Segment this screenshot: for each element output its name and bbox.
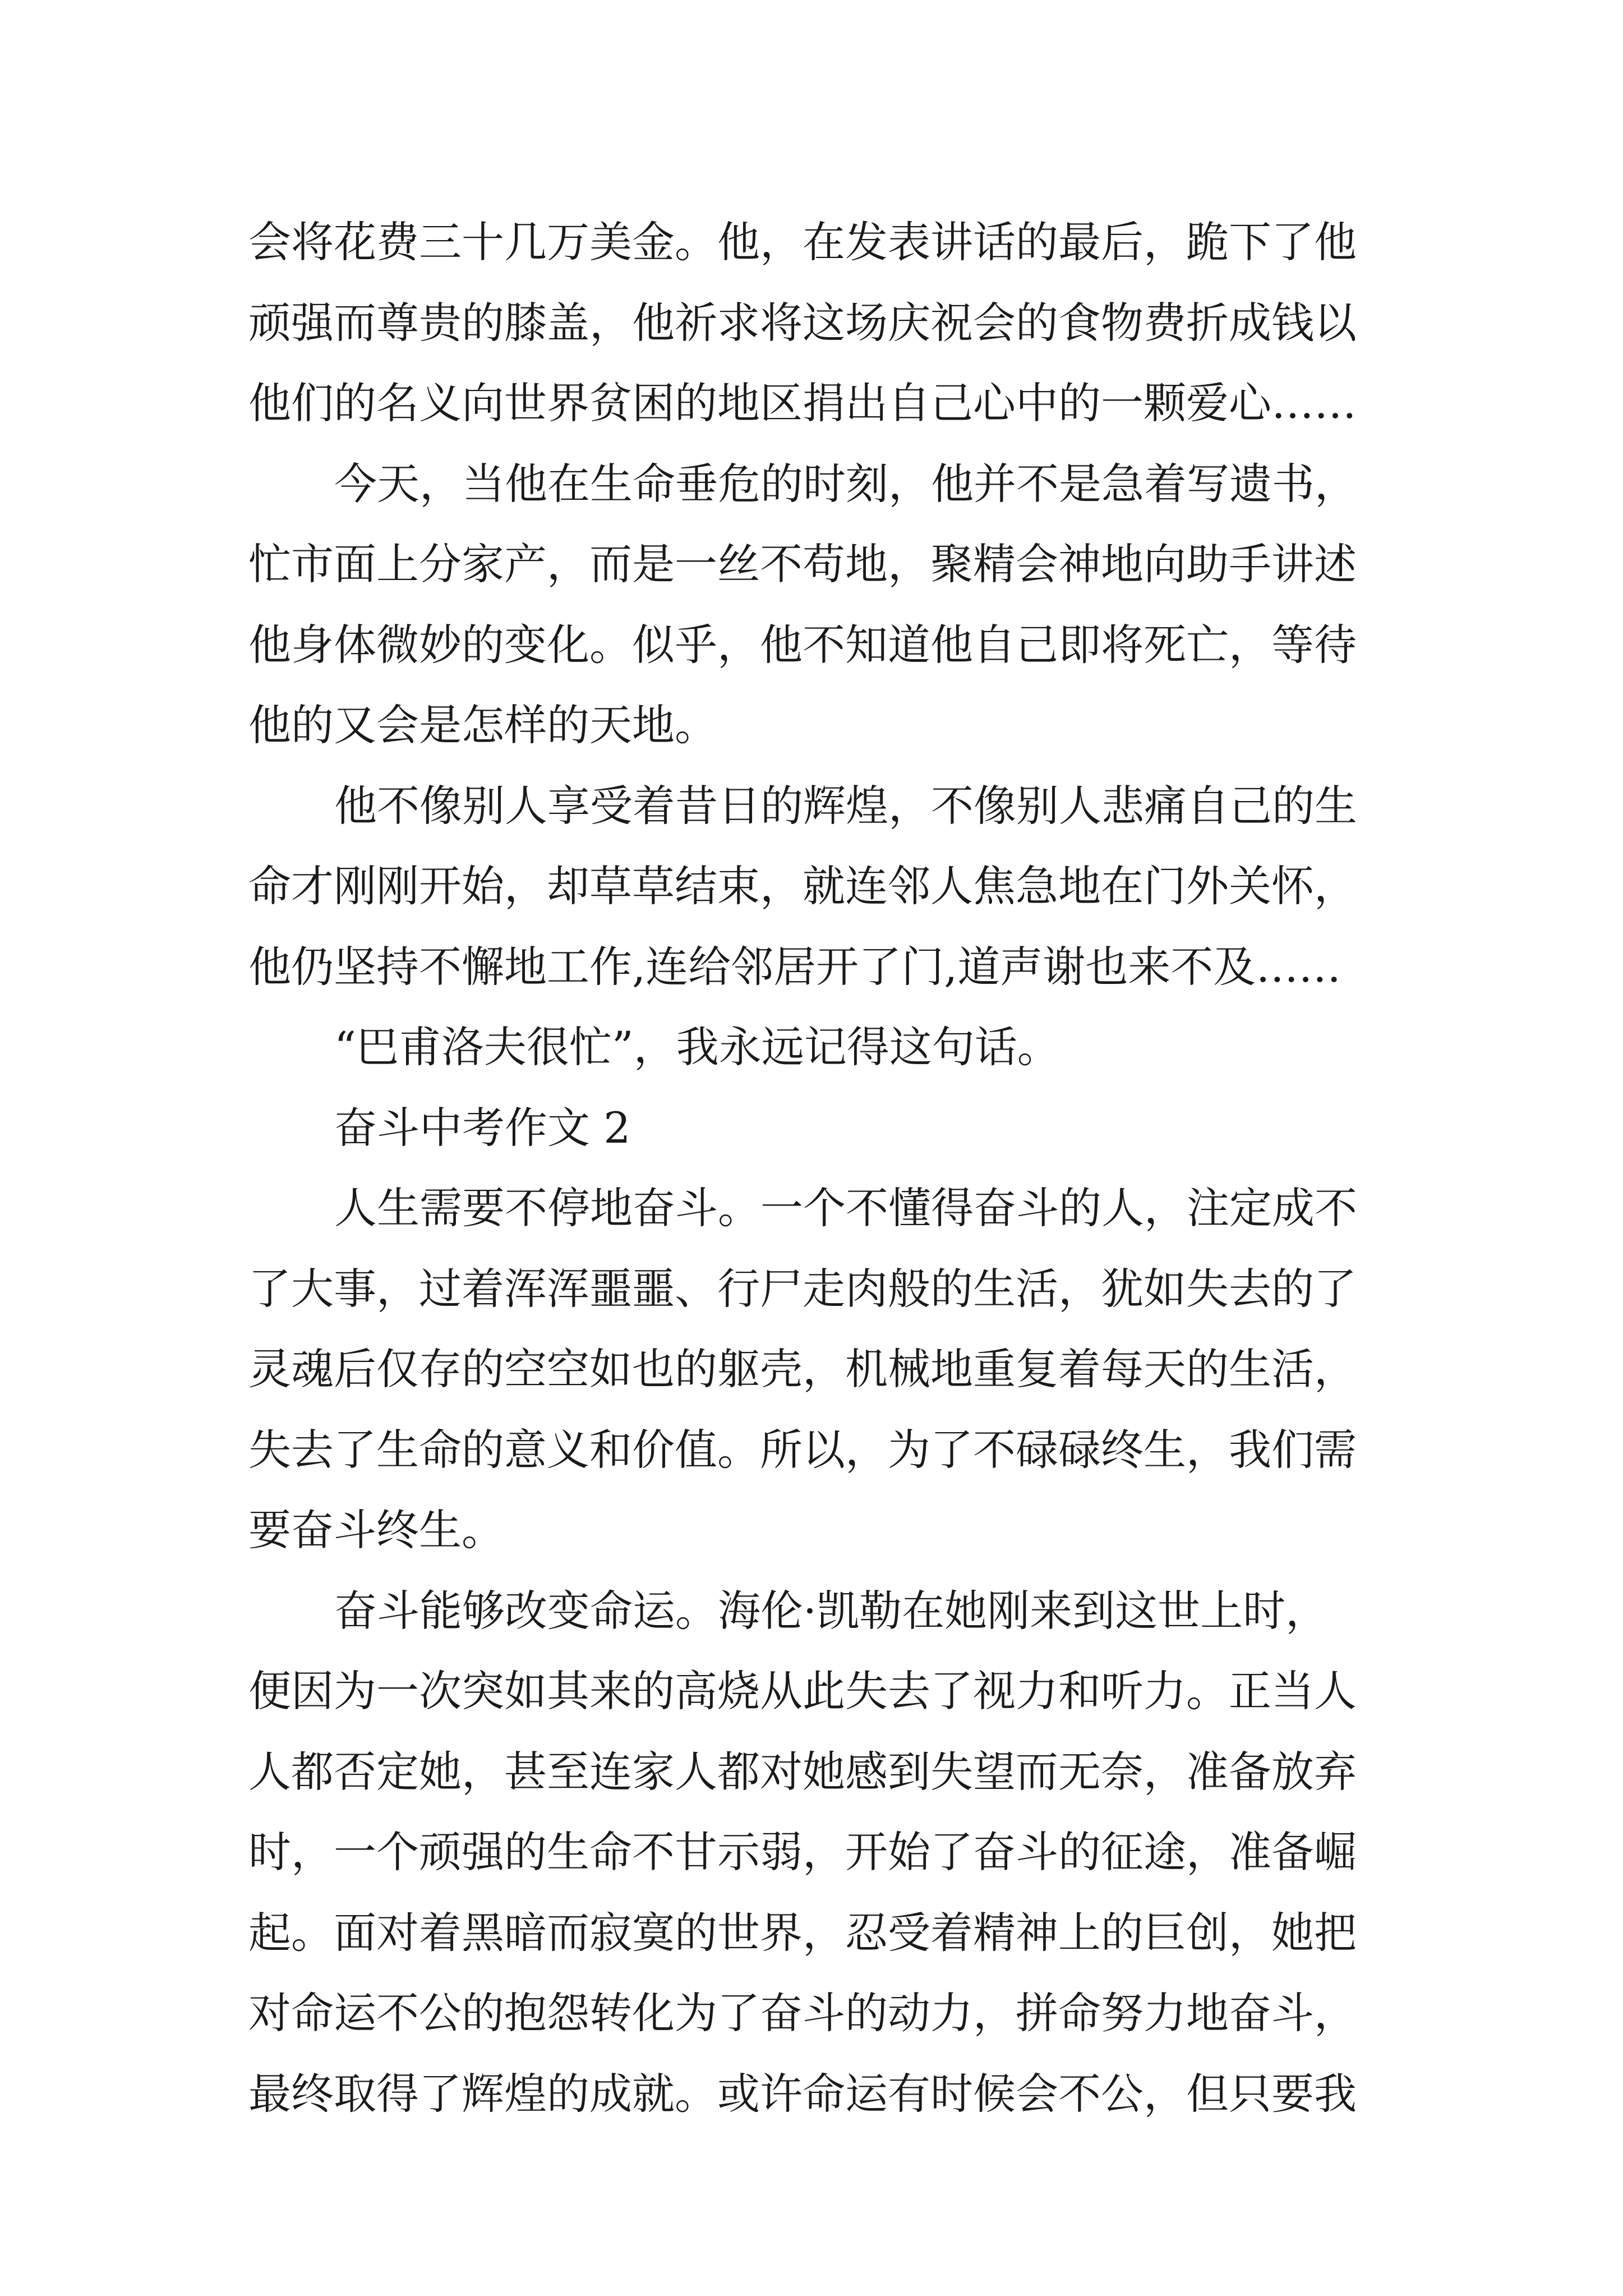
text-line: 命才刚刚开始，却草草结束，就连邻人焦急地在门外关怀， xyxy=(248,861,1357,911)
document-body xyxy=(248,202,1381,2134)
text-line: 最终取得了辉煌的成就。或许命运有时候会不公，但只要我 xyxy=(248,2068,1357,2119)
text-line: 他们的名义向世界贫困的地区捐出自己心中的一颗爱心…… xyxy=(248,378,1357,428)
text-line: 灵魂后仅存的空空如也的躯壳，机械地重复着每天的生活， xyxy=(248,1344,1357,1394)
text-line: 忙市面上分家产，而是一丝不苟地，聚精会神地向助手讲述 xyxy=(248,539,1357,589)
text-line: 他身体微妙的变化。似乎，他不知道他自己即将死亡，等待 xyxy=(248,619,1357,670)
text-line: 起。面对着黑暗而寂寞的世界，忍受着精神上的巨创，她把 xyxy=(248,1907,1357,1958)
paragraph-first-line: 人生需要不停地奋斗。一个不懂得奋斗的人，注定成不 xyxy=(334,1183,1357,1233)
section-heading: 奋斗中考作文 2 xyxy=(334,1102,631,1153)
text-line: 便因为一次突如其来的高烧从此失去了视力和听力。正当人 xyxy=(248,1666,1357,1716)
text-line: 对命运不公的抱怨转化为了奋斗的动力，拼命努力地奋斗， xyxy=(248,1988,1357,2038)
text-line: 了大事，过着浑浑噩噩、行尸走肉般的生活，犹如失去的了 xyxy=(248,1263,1357,1314)
text-line: 他仍坚持不懈地工作,连给邻居开了门,道声谢也来不及…… xyxy=(248,941,1341,992)
paragraph-first-line: 今天，当他在生命垂危的时刻，他并不是急着写遗书， xyxy=(334,458,1357,509)
paragraph-first-line: 奋斗能够改变命运。海伦·凯勒在她刚来到这世上时， xyxy=(334,1585,1329,1636)
text-line: 时，一个顽强的生命不甘示弱，开始了奋斗的征途，准备崛 xyxy=(248,1827,1357,1877)
paragraph-first-line: 他不像别人享受着昔日的辉煌，不像别人悲痛自己的生 xyxy=(334,780,1357,831)
text-line: 要奋斗终生。 xyxy=(248,1505,504,1555)
quote-line: “巴甫洛夫很忙”，我永远记得这句话。 xyxy=(334,1022,1060,1072)
text-line: 失去了生命的意义和价值。所以，为了不碌碌终生，我们需 xyxy=(248,1424,1357,1475)
text-line: 会将花费三十几万美金。他，在发表讲话的最后，跪下了他 xyxy=(248,217,1357,267)
text-line: 人都否定她，甚至连家人都对她感到失望而无奈，准备放弃 xyxy=(248,1746,1357,1797)
text-line: 顽强而尊贵的膝盖，他祈求将这场庆祝会的食物费折成钱以 xyxy=(248,297,1357,348)
text-line: 他的又会是怎样的天地。 xyxy=(248,700,717,750)
